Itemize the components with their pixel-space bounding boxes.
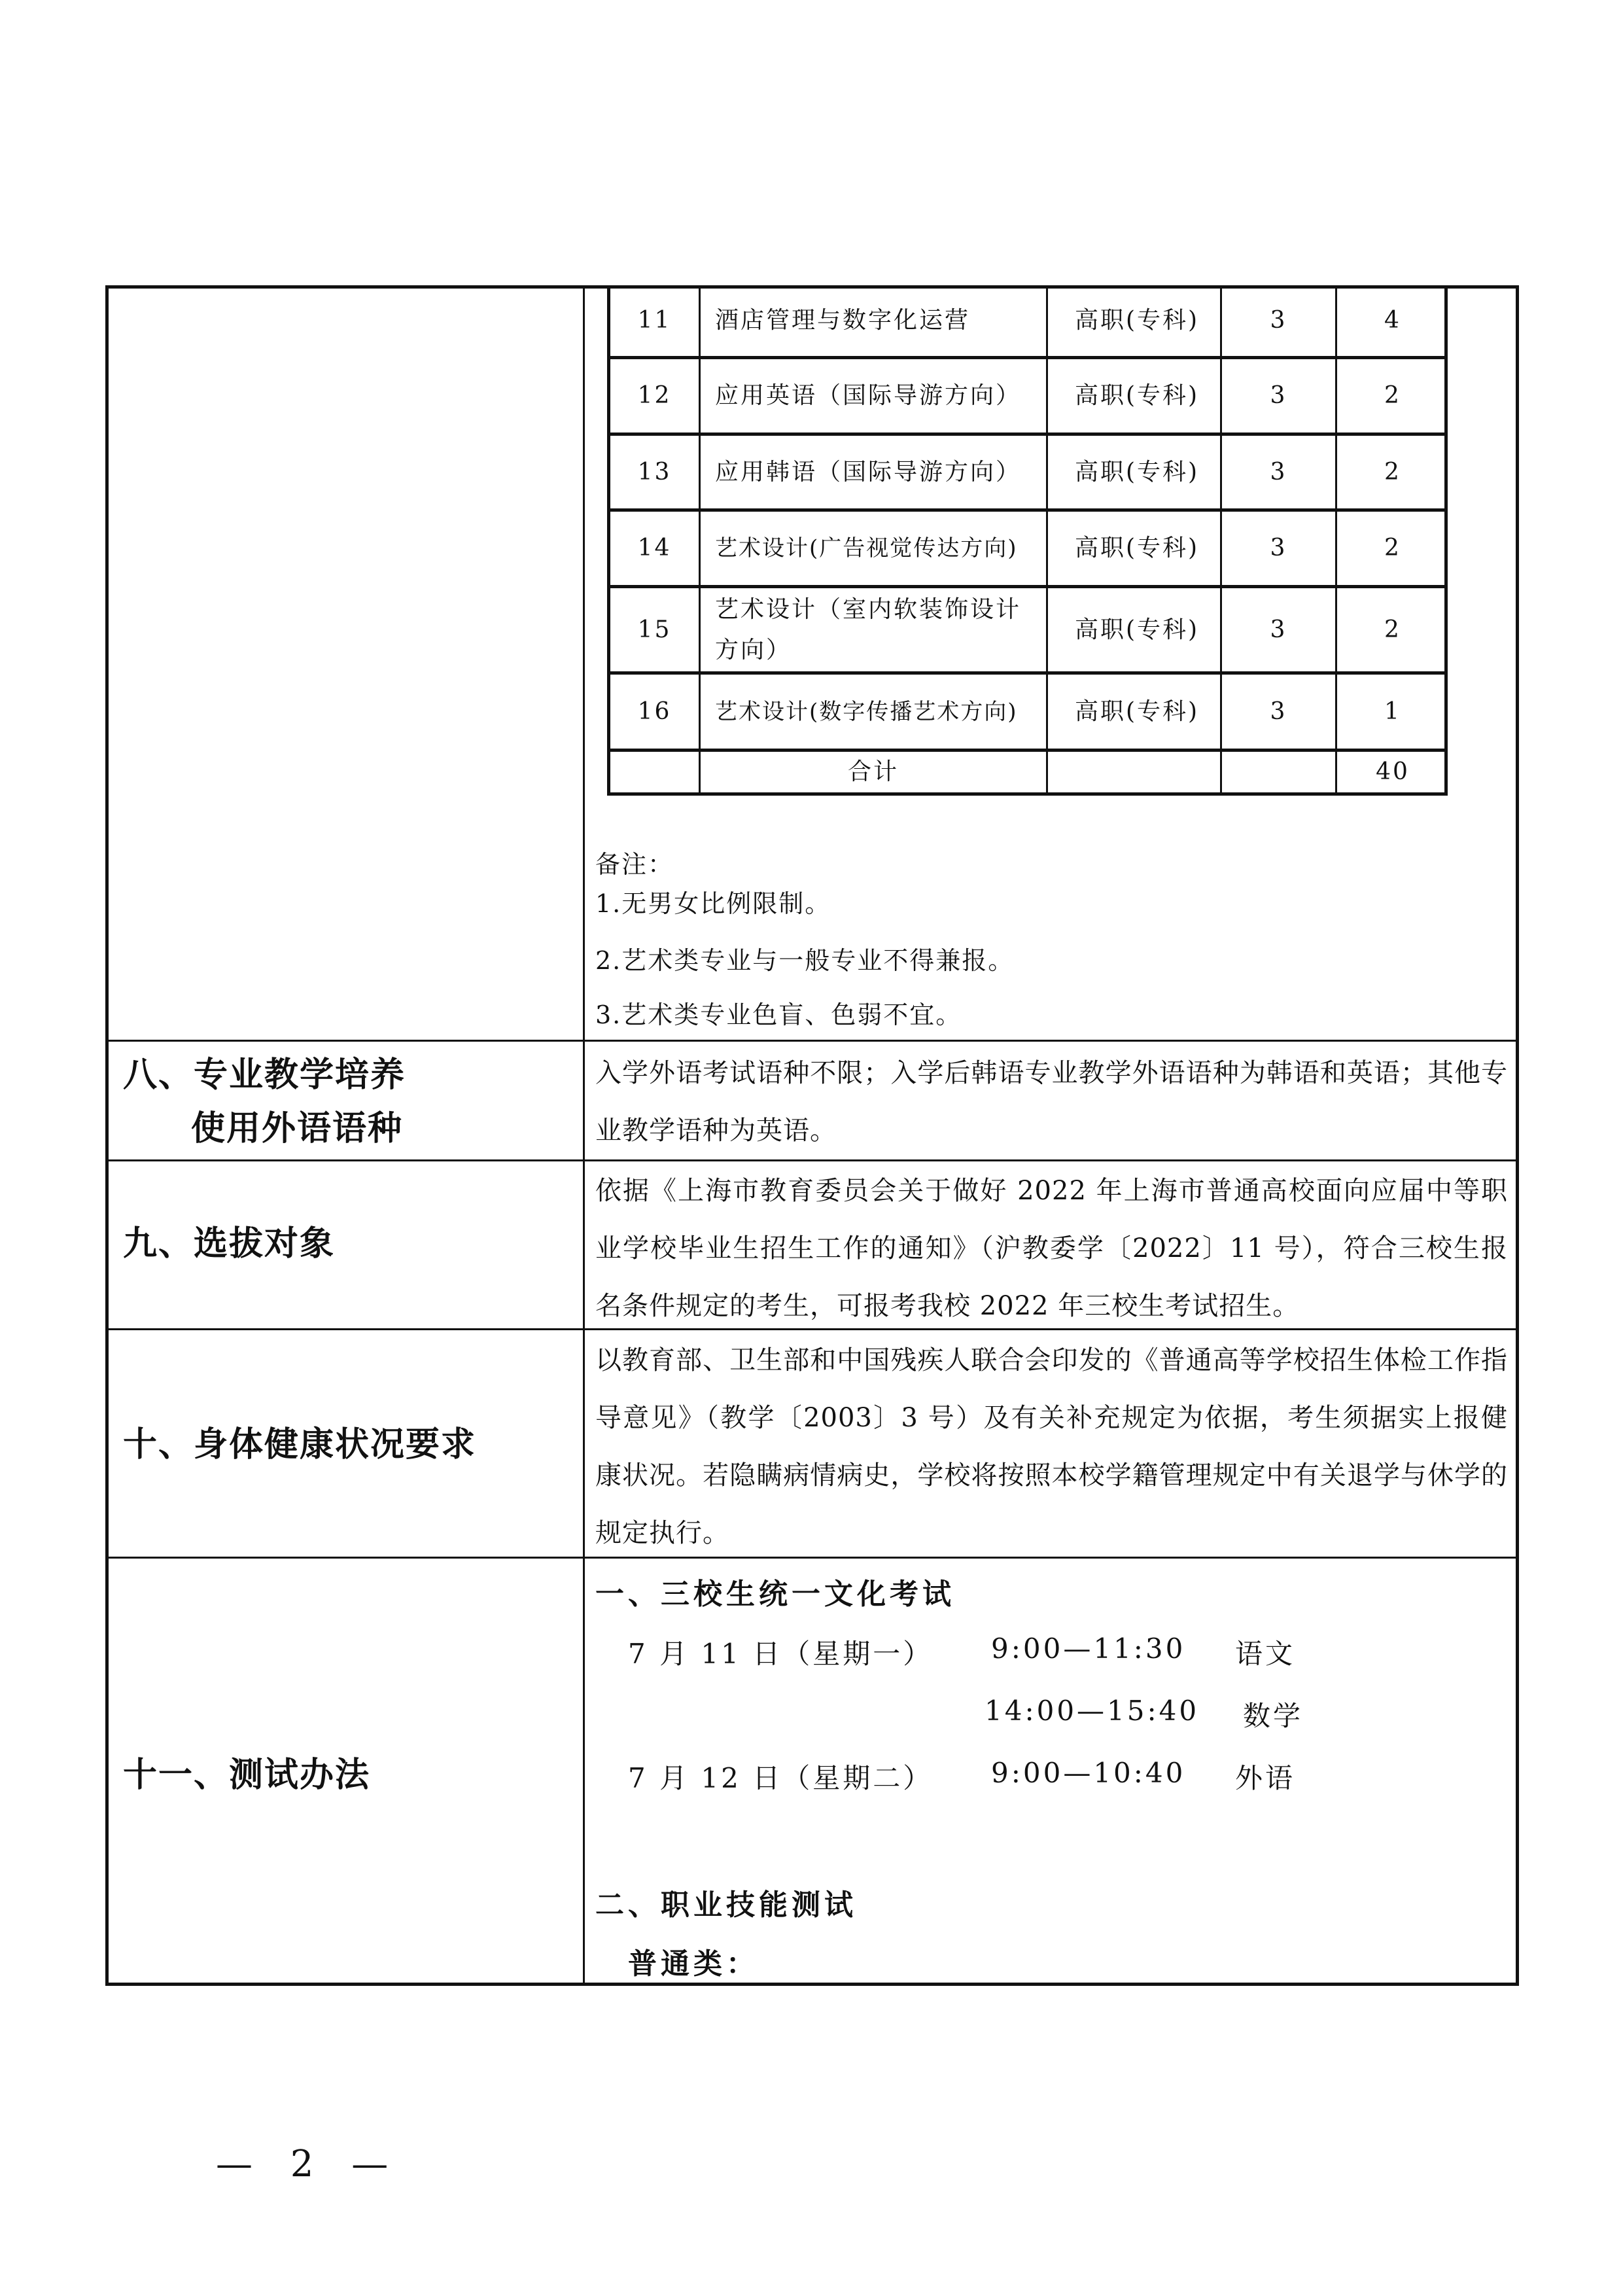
exam-part2-subtitle: 普通类： (628, 1947, 759, 1981)
exam-part1-title: 一、三校生统一文化考试 (595, 1578, 955, 1611)
section-11-heading: 十一、测试办法 (123, 1756, 371, 1795)
cell-level: 高职(专科) (1075, 382, 1200, 409)
cell-plan: 4 (1384, 307, 1401, 334)
section-8-text: 入学外语考试语种不限；入学后韩语专业教学外语语种为韩语和英语；其他专业教学语种为英语。 (595, 1058, 1508, 1146)
cell-level: 高职(专科) (1075, 307, 1200, 334)
cell-years: 3 (1270, 307, 1287, 334)
cell-level: 高职(专科) (1075, 458, 1200, 486)
cell-level: 高职(专科) (1075, 698, 1200, 725)
section-8-heading-line2: 使用外语语种 (191, 1109, 404, 1148)
cell-major: 应用韩语（国际导游方向） (715, 458, 1022, 486)
cell-plan: 2 (1384, 382, 1401, 409)
column-divider (583, 289, 585, 1983)
notes-title: 备注： (595, 850, 674, 879)
cell-no: 12 (637, 382, 672, 409)
cell-major: 酒店管理与数字化运营 (715, 307, 971, 334)
cell-no: 14 (637, 535, 672, 561)
table-total-row (610, 752, 1444, 792)
cell-no: 11 (637, 307, 672, 334)
exam-subject: 外语 (1235, 1762, 1296, 1794)
exam-subject: 语文 (1235, 1638, 1296, 1670)
exam-subject: 数学 (1243, 1700, 1304, 1732)
exam-time: 9:00—10:40 (991, 1757, 1186, 1789)
cell-major: 艺术设计（室内软装饰设计方向） (715, 595, 1022, 663)
cell-level: 高职(专科) (1075, 535, 1200, 561)
cell-years: 3 (1270, 616, 1287, 643)
cell-major: 艺术设计(广告视觉传达方向) (715, 535, 1018, 561)
cell-major: 艺术设计(数字传播艺术方向) (715, 698, 1018, 725)
section-10-text: 以教育部、卫生部和中国残疾人联合会印发的《普通高等学校招生体检工作指导意见》（教学〔2003〕3 号）及有关补充规定为依据，考生须据实上报健康状况。若隐瞒病情病史，学校将按照本校学籍管理规定中有关退学与休学的规定执行。 (595, 1345, 1508, 1548)
enrollment-plan-table (607, 285, 1448, 796)
section-8-heading-line1: 八、专业教学培养 (123, 1055, 406, 1095)
section-9-heading: 九、选拔对象 (123, 1224, 336, 1263)
cell-plan: 2 (1384, 616, 1401, 643)
cell-plan: 2 (1384, 458, 1401, 486)
exam-part2-title: 二、职业技能测试 (595, 1888, 857, 1922)
table-row (610, 436, 1444, 508)
row-divider (109, 1159, 1516, 1161)
note-item: 3.艺术类专业色盲、色弱不宜。 (595, 1000, 962, 1029)
section-10-heading: 十、身体健康状况要求 (123, 1425, 477, 1464)
cell-years: 3 (1270, 698, 1287, 725)
cell-years: 3 (1270, 535, 1287, 561)
cell-plan: 2 (1384, 535, 1401, 561)
table-row (610, 285, 1444, 356)
cell-years: 3 (1270, 458, 1287, 486)
cell-level: 高职(专科) (1075, 616, 1200, 643)
page-number: — 2 — (216, 2143, 402, 2185)
table-row (610, 588, 1444, 671)
cell-years: 3 (1270, 382, 1287, 409)
exam-date: 7 月 12 日（星期二） (628, 1762, 934, 1794)
table-row (610, 359, 1444, 433)
cell-no: 15 (637, 616, 672, 643)
cell-no: 13 (637, 458, 672, 486)
cell-major: 应用英语（国际导游方向） (715, 382, 1022, 409)
exam-time: 14:00—15:40 (985, 1695, 1200, 1727)
total-value: 40 (1376, 758, 1410, 785)
exam-time: 9:00—11:30 (991, 1633, 1186, 1665)
total-label: 合计 (847, 758, 899, 785)
section-9-text: 依据《上海市教育委员会关于做好 2022 年上海市普通高校面向应届中等职业学校毕业生招生工作的通知》（沪教委学〔2022〕11 号），符合三校生报名条件规定的考生，可报考我校 2022 年三校生考试招生。 (595, 1176, 1508, 1321)
note-item: 2.艺术类专业与一般专业不得兼报。 (595, 946, 1015, 975)
table-row (610, 512, 1444, 585)
row-divider (109, 1040, 1516, 1042)
cell-plan: 1 (1384, 698, 1401, 725)
note-item: 1.无男女比例限制。 (595, 889, 831, 918)
table-row (610, 675, 1444, 749)
exam-date: 7 月 11 日（星期一） (628, 1638, 934, 1670)
cell-no: 16 (637, 698, 672, 725)
